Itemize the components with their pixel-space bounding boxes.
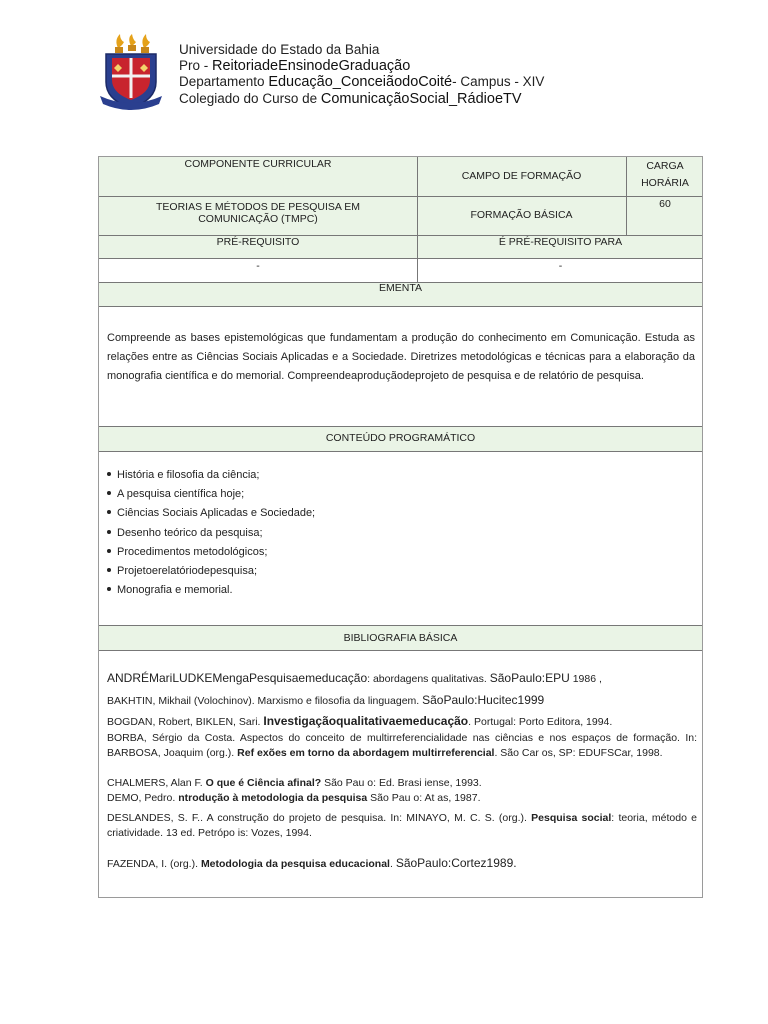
bib-entry: DESLANDES, S. F.. A construção do projeto de pesquisa. In: MINAYO, M. C. S. (org.). Pesquisa social: teoria, método e criatividade. 13 ed. Petrópo is: Vozes, 1994.: [107, 811, 697, 839]
bibliography-list: [107, 671, 697, 872]
department-line: Departamento Educação_ConceiãodoCoité- Campus - XIV: [179, 74, 545, 91]
list-item: Monografia e memorial.: [107, 584, 695, 603]
bib-entry: CHALMERS, Alan F. O que é Ciência afinal? São Pau o: Ed. Brasi iense, 1993.: [107, 776, 482, 789]
university-seal-logo: [96, 34, 166, 114]
list-item: A pesquisa científica hoje;: [107, 488, 695, 507]
conteudo-list: [107, 469, 695, 603]
bib-entry: ANDRÉMariLUDKEMengaPesquisaemeducação: abordagens qualitativas. SãoPaulo:EPU 1986 ,: [107, 671, 602, 685]
list-item: Ciências Sociais Aplicadas e Sociedade;: [107, 507, 695, 526]
bibliografia-title: BIBLIOGRAFIA BÁSICA: [343, 632, 458, 644]
e-pre-requisito-value: -: [558, 260, 563, 272]
campo-value: FORMAÇÃO BÁSICA: [470, 209, 573, 221]
bib-entry: BAKHTIN, Mikhail (Volochinov). Marxismo e filosofia da linguagem. SãoPaulo:Hucitec1999: [107, 692, 545, 707]
conteudo-title: CONTEÚDO PROGRAMÁTICO: [325, 432, 476, 444]
pre-requisito-value: -: [256, 260, 260, 272]
bib-entry: FAZENDA, I. (org.). Metodologia da pesquisa educacional. SãoPaulo:Cortez1989.: [107, 855, 517, 870]
bib-entry: BOGDAN, Robert, BIKLEN, Sari. Investigaçãoqualitativaemeducação. Portugal: Porto Editora, 1994.: [107, 714, 613, 728]
componente-heading: COMPONENTE CURRICULAR: [184, 158, 332, 170]
list-item: Procedimentos metodológicos;: [107, 546, 695, 565]
carga-value: 60: [659, 198, 671, 210]
list-item: Projetoerelatóriodepesquisa;: [107, 565, 695, 584]
institution-header: [179, 42, 544, 107]
componente-value: TEORIAS E MÉTODOS DE PESQUISA EM COMUNICAÇÃO (TMPC): [155, 201, 361, 225]
colegiado-line: Colegiado do Curso de ComunicaçãoSocial_RádioeTV: [179, 90, 522, 107]
campo-heading: CAMPO DE FORMAÇÃO: [461, 170, 582, 182]
carga-heading: CARGA HORÁRIA: [641, 160, 689, 189]
list-item: História e filosofia da ciência;: [107, 469, 695, 488]
bib-entry: DEMO, Pedro. ntrodução à metodologia da pesquisa São Pau o: At as, 1987.: [107, 792, 481, 804]
e-pre-requisito-label: É PRÉ-REQUISITO PARA: [498, 236, 623, 248]
pre-requisito-label: PRÉ-REQUISITO: [216, 236, 300, 248]
ementa-text: Compreende as bases epistemológicas que fundamentam a produção do conhecimento em Comunicação. Estuda as relações entre as Ciências Sociais Aplicadas e a Sociedade. Diretrizes metodológicas e técnicas para a elaboração da monografia científica e do memorial. Compreendeaproduçãodeprojeto de pesquisa e de relatório de pesquisa.: [107, 332, 695, 382]
list-item: Desenho teórico da pesquisa;: [107, 527, 695, 546]
curricular-component-form: [98, 156, 703, 898]
bib-entry: BORBA, Sérgio da Costa. Aspectos do conceito de multirreferencialidade nas ciências e nos espaços de formação. In: BARBOSA, Joaquim (org.). Ref exões em torno da abordagem multirreferencial. São Car os, SP: EDUFSCar, 1998.: [107, 731, 697, 759]
ementa-title: EMENTA: [379, 282, 422, 294]
pro-reitoria-line: Pro - ReitoriadeEnsinodeGraduação: [179, 58, 411, 75]
university-name: Universidade do Estado da Bahia: [179, 42, 380, 57]
